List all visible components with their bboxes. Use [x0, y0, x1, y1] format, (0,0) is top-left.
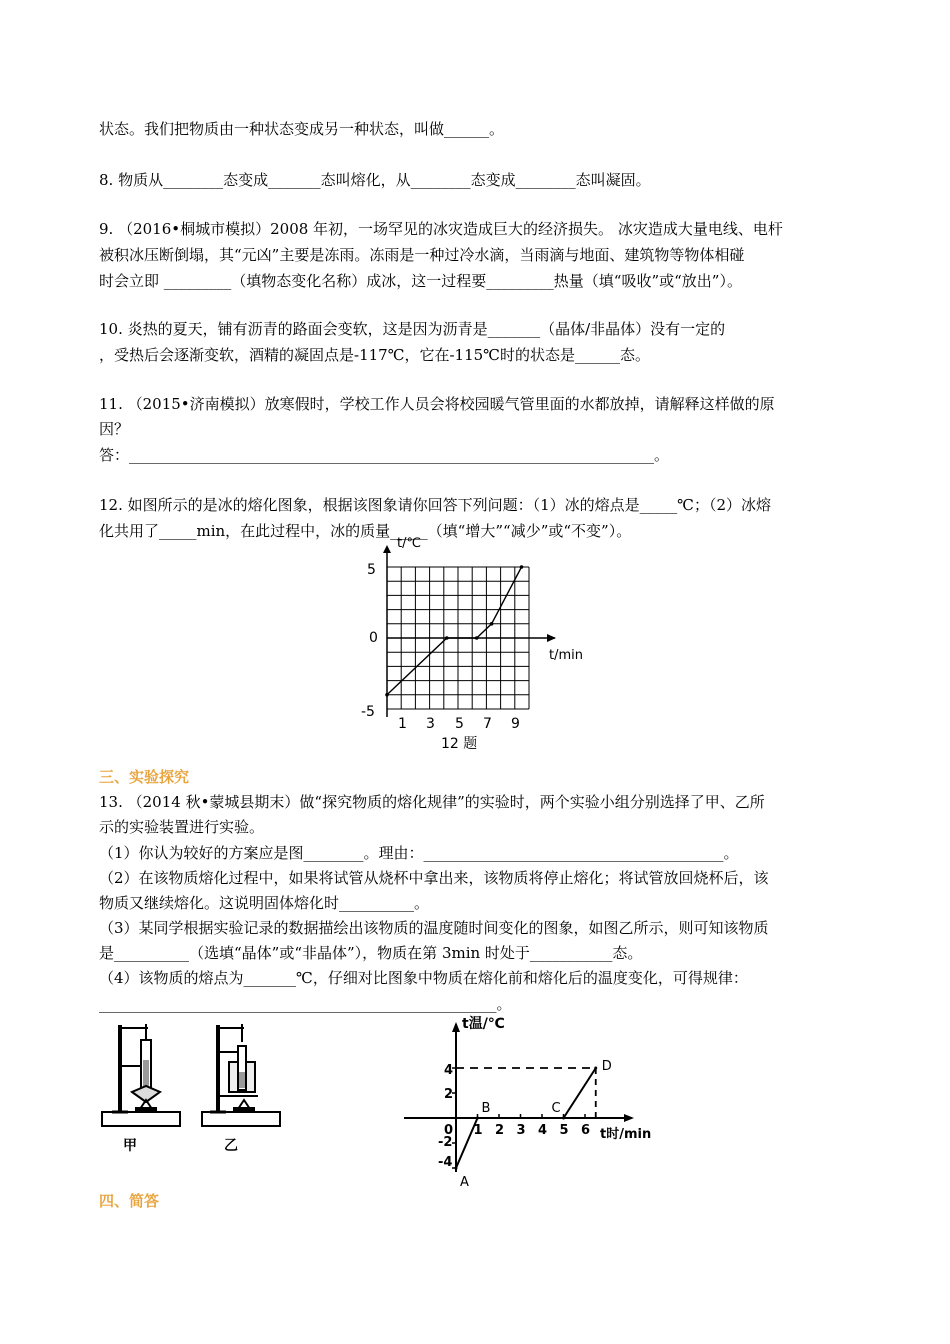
question-9-line3: 时会立即 _________（填物态变化名称）成冰，这一过程要_________热量（填“吸收”或“放出”）。	[99, 272, 742, 290]
question-11-line2: 因？	[99, 420, 130, 438]
chart-12-ytick-neg5: -5	[361, 704, 375, 720]
question-8: 8. 物质从________态变成_______态叫熔化，从________态变成________态叫凝固。	[99, 171, 651, 189]
chart-12-ytick-0: 0	[369, 630, 378, 646]
question-13-line1: 13. （2014 秋•蒙城县期末）做“探究物质的熔化规律”的实验时，两个实验小组分别选择了甲、乙所	[99, 793, 765, 811]
chart-12-point	[475, 636, 479, 640]
chart-12-series-line	[387, 567, 522, 695]
section-4-heading: 四、简答	[99, 1192, 160, 1210]
chart-13-xlabel: t时/min	[600, 1127, 652, 1142]
question-13-part2-line1: （2）在该物质熔化过程中，如果将试管从烧杯中拿出来，该物质将停止熔化；将试管放回烧杯后，该	[99, 869, 769, 887]
chart-12-xtick-5: 5	[455, 716, 464, 732]
question-13-part2-line2: 物质又继续熔化。这说明固体熔化时__________。	[99, 894, 430, 912]
chart-12-point	[445, 636, 449, 640]
question-13-line2: 示的实验装置进行实验。	[99, 818, 265, 836]
chart-12-ytick-5: 5	[367, 562, 376, 578]
chart-13-xtick-label: 2	[495, 1123, 505, 1138]
chart-13-ytick-2: 2	[444, 1087, 454, 1102]
apparatus-yi	[202, 1024, 280, 1126]
chart-12-point	[520, 565, 524, 569]
chart-13-xtick-label: 4	[538, 1123, 548, 1138]
chart-13-point-label: B	[481, 1101, 491, 1116]
chart-13-ytick-neg4: -4	[438, 1155, 453, 1170]
chart-12-ylabel: t/℃	[397, 536, 422, 551]
chart-13-y-arrow	[452, 1022, 460, 1032]
chart-12-xtick-1: 1	[398, 716, 407, 732]
chart-13-ytick-0: 0	[444, 1123, 454, 1138]
chart-12-xtick-7: 7	[483, 716, 492, 732]
chart-13-point-label: A	[460, 1175, 469, 1190]
chart-12-xlabel: t/min	[549, 648, 583, 663]
chart-13	[400, 1012, 660, 1190]
chart-12-caption: 12 题	[441, 736, 478, 752]
chart-12-xtick-3: 3	[426, 716, 435, 732]
question-12-line1: 12. 如图所示的是冰的熔化图象，根据该图象请你回答下列问题：（1）冰的熔点是_____℃；（2）冰熔	[99, 496, 771, 514]
question-11-answer: 答：______________________________________________________________________。	[99, 446, 670, 464]
chart-13-xtick-label: 3	[516, 1123, 526, 1138]
chart-13-xtick-label: 5	[559, 1123, 569, 1138]
chart-13-ytick-neg2: -2	[438, 1135, 453, 1150]
apparatus-label-jia: 甲	[123, 1138, 137, 1154]
chart-12-point	[490, 622, 494, 626]
section-3-heading: 三、实验探究	[99, 768, 190, 786]
chart-12-axes	[383, 545, 556, 717]
apparatus-figure	[98, 1020, 288, 1155]
question-10-line2: ，受热后会逐渐变软，酒精的凝固点是-117℃，它在-115℃时的状态是______态。	[99, 346, 650, 364]
chart-13-ylabel: t温/℃	[462, 1016, 505, 1032]
chart-13-point	[562, 1117, 565, 1120]
question-11-line1: 11. （2015•济南模拟）放寒假时，学校工作人员会将校园暖气管里面的水都放掉，请解释这样做的原	[99, 395, 775, 413]
question-13-part1: （1）你认为较好的方案应是图________。理由：________________________________________。	[99, 844, 739, 862]
chart-13-point	[455, 1167, 458, 1170]
chart-13-point	[594, 1067, 597, 1070]
chart-13-point-label: C	[551, 1101, 561, 1116]
question-13-part4-line1: （4）该物质的熔点为_______℃，仔细对比图象中物质在熔化前和熔化后的温度变化，可得规律：	[99, 969, 748, 987]
question-13-part3-line2: 是__________（选填“晶体”或“非晶体”），物质在第 3min 时处于___________态。	[99, 944, 643, 962]
chart-13-xticks	[474, 1123, 591, 1138]
chart-12	[355, 535, 600, 755]
chart-13-xtick-label: 1	[473, 1123, 483, 1138]
apparatus-jia	[102, 1024, 180, 1126]
question-13-part3-line1: （3）某同学根据实验记录的数据描绘出该物质的温度随时间变化的图象，如图乙所示，则可知该物质	[99, 919, 769, 937]
chart-12-point	[385, 693, 389, 697]
chart-12-xtick-9: 9	[511, 716, 520, 732]
question-9-line1: 9. （2016•桐城市模拟）2008 年初，一场罕见的冰灾造成巨大的经济损失。 冰灾造成大量电线、电杆	[99, 220, 783, 238]
chart-13-x-arrow	[624, 1114, 634, 1122]
chart-13-point	[476, 1117, 479, 1120]
chart-12-x-arrow	[547, 634, 556, 642]
q7-continuation: 状态。我们把物质由一种状态变成另一种状态，叫做______。	[99, 120, 505, 138]
question-12-line2: 化共用了_____min，在此过程中，冰的质量_____（填“增大”“减少”或“不变”）。	[99, 522, 632, 540]
apparatus-label-yi: 乙	[224, 1138, 238, 1154]
chart-13-ytick-4: 4	[444, 1063, 454, 1078]
chart-13-xtick-label: 6	[581, 1123, 591, 1138]
question-9-line2: 被积冰压断倒塌，其“元凶”主要是冻雨。冻雨是一种过冷水滴，当雨滴与地面、建筑物等物体相碰	[99, 246, 745, 264]
question-13-part4-line2: _____________________________________________________。	[99, 995, 512, 1013]
question-10-line1: 10. 炎热的夏天，铺有沥青的路面会变软，这是因为沥青是_______（晶体/非晶体）没有一定的	[99, 320, 726, 338]
chart-13-point-label: D	[601, 1059, 612, 1074]
chart-12-y-arrow	[383, 545, 391, 553]
